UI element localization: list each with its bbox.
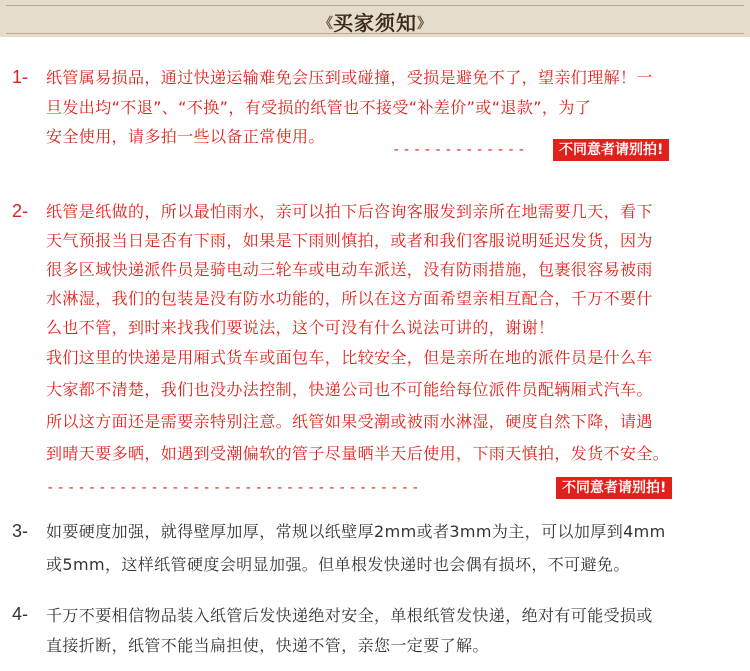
item-line: 所以这方面还是需要亲特别注意。纸管如果受潮或被雨水淋湿，硬度自然下降，请遇	[46, 412, 653, 431]
item-line: 或5mm，这样纸管硬度会明显加强。但单根发快递时也会偶有损坏，不可避免。	[46, 555, 630, 574]
item-line: 纸管是纸做的，所以最怕雨水，亲可以拍下后咨询客服发到亲所在地需要几天，看下	[46, 202, 653, 221]
item-line: 天气预报当日是否有下雨，如果是下雨则慎拍，或者和我们客服说明延迟发货，因为	[46, 231, 653, 250]
item-line: 直接折断，纸管不能当扁担使，快递不管，亲您一定要了解。	[46, 636, 489, 655]
item-line: 很多区域快递派件员是骑电动三轮车或电动车派送，没有防雨措施，包裹很容易被雨	[46, 260, 653, 279]
item-number: 1-	[12, 67, 29, 87]
item-line: 纸管属易损品，通过快递运输难免会压到或碰撞，受损是避免不了，望亲们理解！一	[46, 68, 653, 87]
item-line: 我们这里的快递是用厢式货车或面包车，比较安全，但是亲所在地的派件员是什么车	[46, 348, 653, 367]
item-line: 到晴天要多晒，如遇到受潮偏软的管子尽量晒半天后使用，下雨天慎拍，发货不安全。	[46, 444, 670, 463]
item-number: 3-	[12, 521, 29, 541]
item-number: 2-	[12, 201, 29, 221]
warning-badge: 不同意者请别拍!	[556, 477, 672, 499]
item-line: 安全使用，请多拍一些以备正常使用。	[46, 127, 325, 146]
item-line: 如要硬度加强，就得壁厚加厚，常规以纸壁厚2mm或者3mm为主，可以加厚到4mm	[46, 522, 666, 541]
left-ornament: 《	[319, 16, 333, 32]
warning-badge: 不同意者请别拍!	[553, 139, 669, 161]
item-line: 大家都不清楚，我们也没办法控制，快递公司也不可能给每位派件员配辆厢式汽车。	[46, 380, 653, 399]
item-line: 旦发出均“不退”、“不换”，有受损的纸管也不接受“补差价”或“退款”，为了	[46, 98, 592, 117]
page-title: 买家须知	[333, 11, 417, 35]
right-ornament: 》	[417, 16, 431, 32]
item-number: 4-	[12, 604, 29, 624]
header-title	[0, 7, 750, 36]
item-line: 千万不要相信物品装入纸管后发快递绝对安全，单根纸管发快递，绝对有可能受损或	[46, 606, 653, 625]
dash-separator: ------------------------------------	[46, 480, 422, 496]
dash-separator: -------------	[392, 142, 528, 158]
item-line: 水淋湿，我们的包装是没有防水功能的，所以在这方面希望亲相互配合，千万不要什	[46, 289, 653, 308]
item-line: 么也不管，到时来找我们要说法，这个可没有什么说法可讲的，谢谢！	[46, 318, 555, 337]
